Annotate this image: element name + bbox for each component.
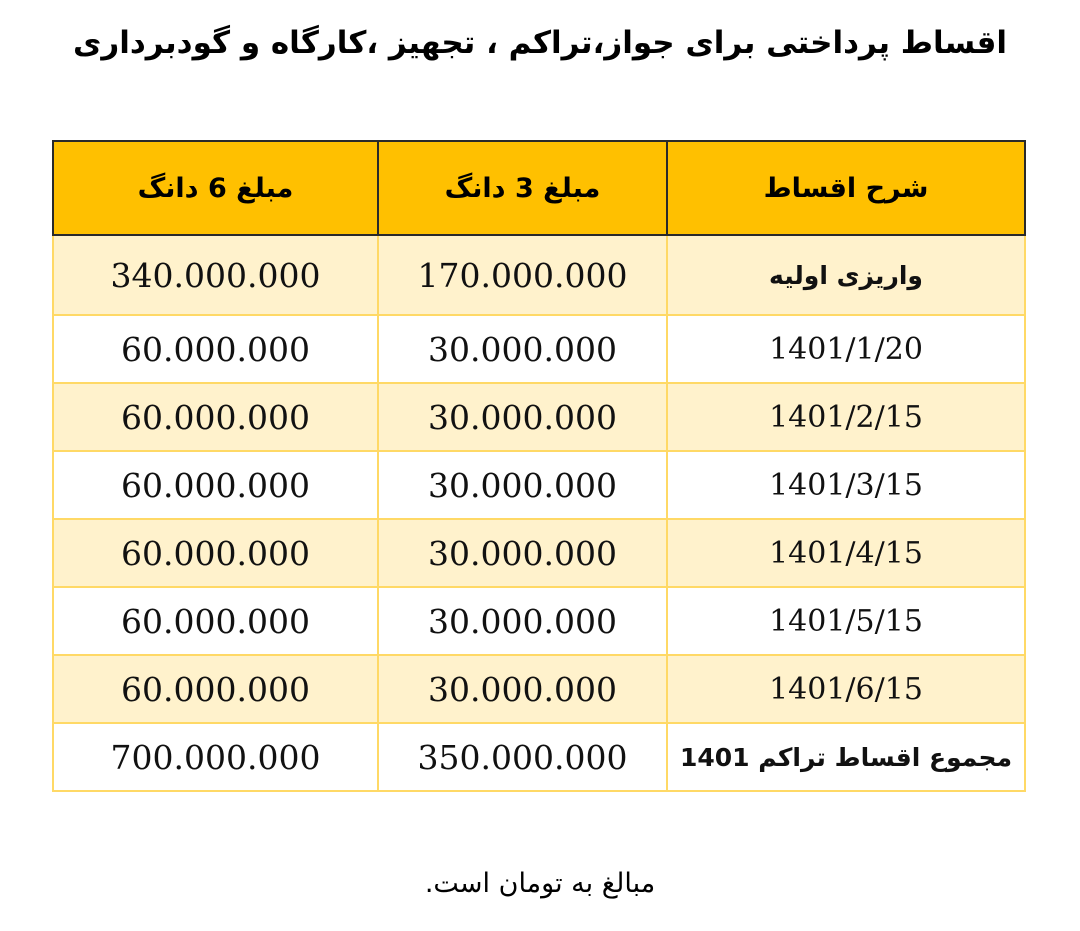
header-amount-3-dang: مبلغ 3 دانگ — [378, 141, 667, 235]
row-amount-6-dang: 60.000.000 — [53, 383, 378, 451]
row-amount-6-dang: 340.000.000 — [53, 235, 378, 315]
page-title: اقساط پرداختی برای جواز،تراکم ، تجهیز ،کارگاه و گودبرداری — [72, 25, 1008, 61]
row-description: 1401/1/20 — [667, 315, 1025, 383]
table-row — [53, 587, 1025, 655]
currency-footnote: مبالغ به تومان است. — [424, 868, 656, 899]
table-row — [53, 315, 1025, 383]
table-row — [53, 383, 1025, 451]
total-amount-6-dang: 700.000.000 — [53, 723, 378, 791]
row-description: 1401/5/15 — [667, 587, 1025, 655]
table-row — [53, 519, 1025, 587]
row-amount-6-dang: 60.000.000 — [53, 655, 378, 723]
table-row — [53, 655, 1025, 723]
table-header-row — [53, 141, 1025, 235]
row-amount-3-dang: 30.000.000 — [378, 451, 667, 519]
total-description: مجموع اقساط تراکم 1401 — [667, 723, 1025, 791]
row-amount-3-dang: 30.000.000 — [378, 383, 667, 451]
row-description: 1401/2/15 — [667, 383, 1025, 451]
row-amount-3-dang: 30.000.000 — [378, 587, 667, 655]
row-amount-3-dang: 30.000.000 — [378, 315, 667, 383]
row-amount-6-dang: 60.000.000 — [53, 587, 378, 655]
row-amount-3-dang: 30.000.000 — [378, 519, 667, 587]
row-description: 1401/3/15 — [667, 451, 1025, 519]
row-amount-3-dang: 30.000.000 — [378, 655, 667, 723]
table-row — [53, 235, 1025, 315]
row-description: 1401/6/15 — [667, 655, 1025, 723]
row-description: 1401/4/15 — [667, 519, 1025, 587]
header-description: شرح اقساط — [667, 141, 1025, 235]
total-amount-3-dang: 350.000.000 — [378, 723, 667, 791]
table-row — [53, 451, 1025, 519]
header-amount-6-dang: مبلغ 6 دانگ — [53, 141, 378, 235]
row-amount-6-dang: 60.000.000 — [53, 519, 378, 587]
row-amount-6-dang: 60.000.000 — [53, 315, 378, 383]
installments-table — [52, 140, 1026, 792]
row-amount-3-dang: 170.000.000 — [378, 235, 667, 315]
row-amount-6-dang: 60.000.000 — [53, 451, 378, 519]
table-total-row — [53, 723, 1025, 791]
row-description: واریزی اولیه — [667, 235, 1025, 315]
